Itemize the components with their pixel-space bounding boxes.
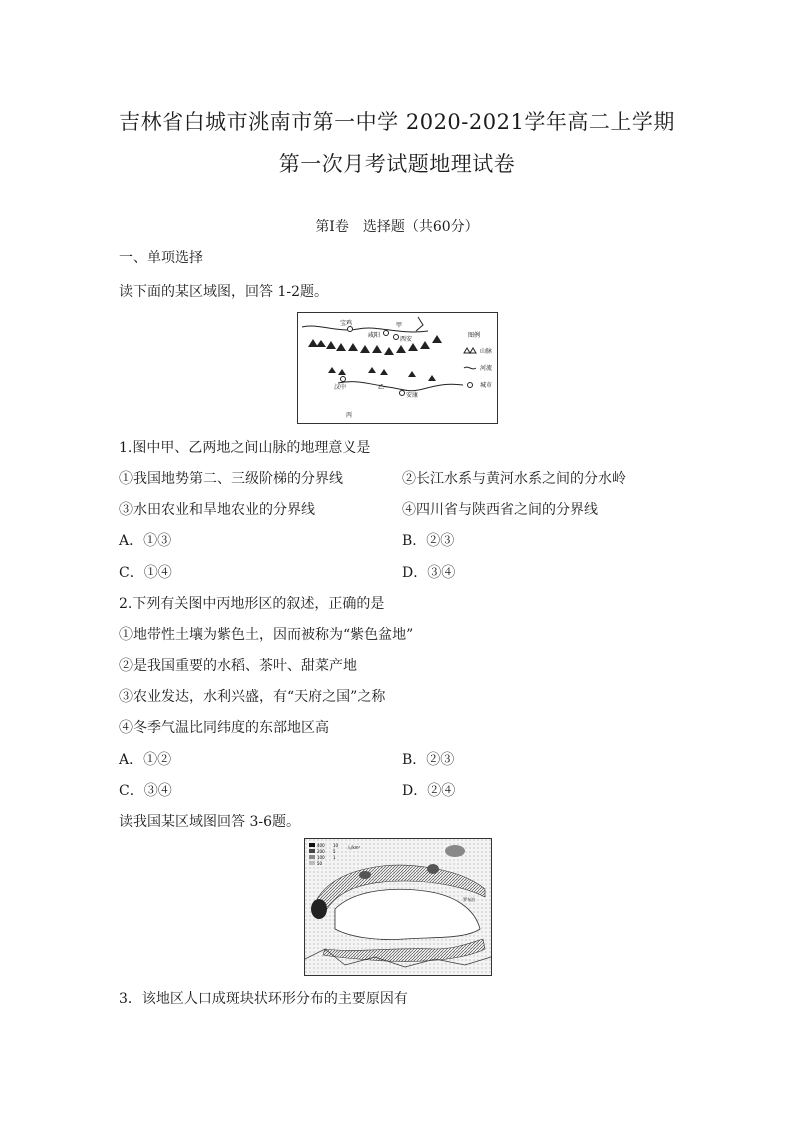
exam-title-line1: 吉林省白城市洮南市第一中学 2020-2021学年高二上学期 (119, 110, 675, 134)
map2-legend-100: 100 (317, 855, 325, 860)
map1-legend-river: 河流 (480, 365, 493, 372)
map1-label-bing: 丙 (346, 412, 353, 419)
map1-label-yi: 乙 (378, 384, 385, 391)
map2-legend-400: 400 (317, 843, 325, 848)
q2-item-4: ④冬季气温比同纬度的东部地区高 (119, 720, 329, 736)
map2-legend-1: 1 (333, 855, 336, 860)
map1-legend-city: 城市 (480, 382, 493, 389)
q3-stem: 3．该地区人口成斑块状环形分布的主要原因有 (119, 991, 408, 1007)
map2-legend-unit: 人/km² (347, 845, 361, 850)
q2-item-2: ②是我国重要的水稻、茶叶、甜菜产地 (119, 658, 357, 674)
q2-option-a[interactable]: A．①② (119, 752, 172, 768)
map2-legend-200: 200 (317, 849, 325, 854)
q1-item-3: ③水田农业和旱地农业的分界线 (119, 502, 315, 518)
region-map-1 (297, 312, 498, 424)
q1-option-c[interactable]: C．①④ (119, 565, 172, 581)
q2-item-3: ③农业发达，水利兴盛，有“天府之国”之称 (119, 689, 386, 705)
map2-legend-5: 5 (333, 849, 336, 854)
map1-legend-title: 图例 (468, 332, 481, 339)
group1-intro: 读下面的某区域图，回答 1-2题。 (119, 284, 328, 300)
q1-option-a[interactable]: A．①③ (119, 533, 172, 549)
map1-city-ankang: 安康 (406, 392, 419, 399)
section-heading: 第Ⅰ卷 选择题（共60分） (315, 219, 479, 235)
q1-option-d[interactable]: D．③④ (402, 565, 456, 581)
q2-option-d[interactable]: D．②④ (402, 783, 456, 799)
q1-stem: 1.图中甲、乙两地之间山脉的地理意义是 (119, 440, 371, 456)
map1-city-xian: 西安 (400, 336, 413, 343)
q1-item-1: ①我国地势第二、三级阶梯的分界线 (119, 471, 343, 487)
q2-option-c[interactable]: C．③④ (119, 783, 172, 799)
map2-place-luobupo: 罗布泊 (463, 897, 475, 902)
q1-item-4: ④四川省与陕西省之间的分界线 (402, 502, 598, 518)
q2-item-1: ①地带性土壤为紫色土，因而被称为“紫色盆地” (119, 627, 414, 643)
map1-city-hanzhong: 汉中 (334, 384, 347, 391)
q2-stem: 2.下列有关图中丙地形区的叙述，正确的是 (119, 596, 385, 612)
map2-legend-10: 10 (333, 843, 339, 848)
part-heading: 一、单项选择 (119, 250, 203, 266)
map1-city-baoji: 宝鸡 (340, 320, 353, 327)
q1-item-2: ②长江水系与黄河水系之间的分水岭 (402, 471, 626, 487)
map2-legend-50: 50 (317, 861, 323, 866)
region-map-2 (304, 838, 492, 976)
exam-title-line2: 第一次月考试题地理试卷 (278, 152, 516, 176)
q2-option-b[interactable]: B．②③ (402, 752, 455, 768)
map1-label-jia: 甲 (396, 322, 403, 329)
map1-legend-mountain: 山脉 (480, 348, 493, 355)
group2-intro: 读我国某区域图回答 3-6题。 (119, 814, 300, 830)
map1-city-xianyang: 咸阳 (368, 332, 381, 339)
q1-option-b[interactable]: B．②③ (402, 533, 455, 549)
